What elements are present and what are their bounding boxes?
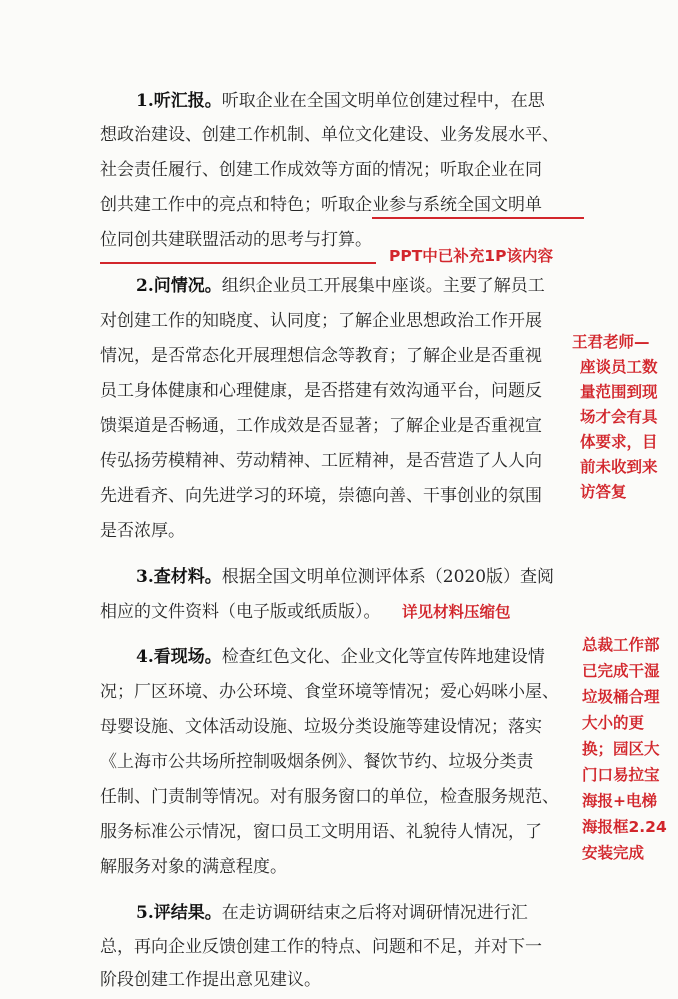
annotation-wangjun-line-1: 王君老师— (572, 333, 650, 351)
section-2-line-7: 先进看齐、向先进学习的环境，崇德向善、干事创业的氛围 (100, 486, 542, 506)
section-1-line-3: 社会责任履行、创建工作成效等方面的情况；听取企业在同 (100, 160, 542, 180)
annotation-president-line-4: 大小的更 (582, 714, 645, 732)
annotation-wangjun-line-7: 访答复 (580, 483, 627, 501)
section-2-line-6: 传弘扬劳模精神、劳动精神、工匠精神，是否营造了人人向 (100, 451, 542, 471)
section-5-line-2: 总，再向企业反馈创建工作的特点、问题和不足，并对下一 (100, 937, 542, 957)
section-2-line-2: 对创建工作的知晓度、认同度；了解企业思想政治工作开展 (100, 311, 542, 331)
section-2-line-4: 员工身体健康和心理健康，是否搭建有效沟通平台，问题反 (100, 381, 542, 401)
section-5-heading: 5.评结果。 (136, 903, 222, 923)
annotation-president-line-5: 换；园区大 (582, 740, 660, 758)
section-3-line-2: 相应的文件资料（电子版或纸质版）。 (100, 602, 381, 622)
annotation-president-line-9: 安装完成 (582, 844, 645, 862)
section-5-line-3: 阶段创建工作提出意见建议。 (100, 970, 321, 990)
section-2-heading: 2.问情况。 (136, 276, 222, 296)
section-2-line-5: 馈渠道是否畅通，工作成效是否显著；了解企业是否重视宣 (100, 416, 542, 436)
annotation-ppt: PPT中已补充1P该内容 (389, 247, 553, 265)
annotation-wangjun-line-5: 体要求，目 (580, 433, 658, 451)
section-2-line-3: 情况，是否常态化开展理想信念等教育；了解企业是否重视 (100, 346, 542, 366)
annotation-wangjun-line-6: 前未收到来 (580, 458, 658, 476)
section-4-line-7: 解服务对象的满意程度。 (100, 857, 287, 877)
section-1-heading: 1.听汇报。 (136, 91, 222, 111)
section-2-line-1: 2.问情况。组织企业员工开展集中座谈。主要了解员工 (136, 276, 545, 296)
section-3-heading: 3.查材料。 (136, 567, 222, 587)
section-2-line-8: 是否浓厚。 (100, 521, 185, 541)
annotation-materials: 详见材料压缩包 (402, 603, 511, 621)
annotation-president-line-3: 垃圾桶合理 (582, 688, 660, 706)
section-1-line-1: 1.听汇报。听取企业在全国文明单位创建过程中，在思 (136, 91, 545, 111)
annotation-underline-2 (100, 262, 376, 264)
annotation-president-line-2: 已完成干湿 (582, 662, 660, 680)
annotation-underline-1 (372, 217, 584, 219)
section-4-line-3: 母婴设施、文体活动设施、垃圾分类设施等建设情况；落实 (100, 717, 542, 737)
section-1-line-2: 想政治建设、创建工作机制、单位文化建设、业务发展水平、 (100, 125, 559, 145)
section-1-line-4: 创共建工作中的亮点和特色；听取企业参与系统全国文明单 (100, 195, 542, 215)
section-3-line-1: 3.查材料。根据全国文明单位测评体系（2020版）查阅 (136, 567, 555, 587)
section-4-heading: 4.看现场。 (136, 647, 222, 667)
annotation-wangjun-line-3: 量范围到现 (580, 383, 658, 401)
section-4-line-5: 任制、门责制等情况。对有服务窗口的单位，检查服务规范、 (100, 787, 559, 807)
annotation-president-line-6: 门口易拉宝 (582, 766, 660, 784)
annotation-president-line-8: 海报框2.24 (582, 818, 667, 836)
annotation-wangjun-line-4: 场才会有具 (580, 408, 658, 426)
section-4-line-2: 况；厂区环境、办公环境、食堂环境等情况；爱心妈咪小屋、 (100, 682, 559, 702)
section-4-line-6: 服务标准公示情况，窗口员工文明用语、礼貌待人情况，了 (100, 822, 542, 842)
section-5-line-1: 5.评结果。在走访调研结束之后将对调研情况进行汇 (136, 903, 528, 923)
annotation-president-line-7: 海报+电梯 (582, 792, 657, 810)
section-4-line-4: 《上海市公共场所控制吸烟条例》、餐饮节约、垃圾分类责 (100, 752, 534, 772)
annotation-wangjun-line-2: 座谈员工数 (580, 358, 658, 376)
section-1-line-5: 位同创共建联盟活动的思考与打算。 (100, 230, 372, 250)
section-4-line-1: 4.看现场。检查红色文化、企业文化等宣传阵地建设情 (136, 647, 545, 667)
annotation-president-line-1: 总裁工作部 (582, 636, 660, 654)
